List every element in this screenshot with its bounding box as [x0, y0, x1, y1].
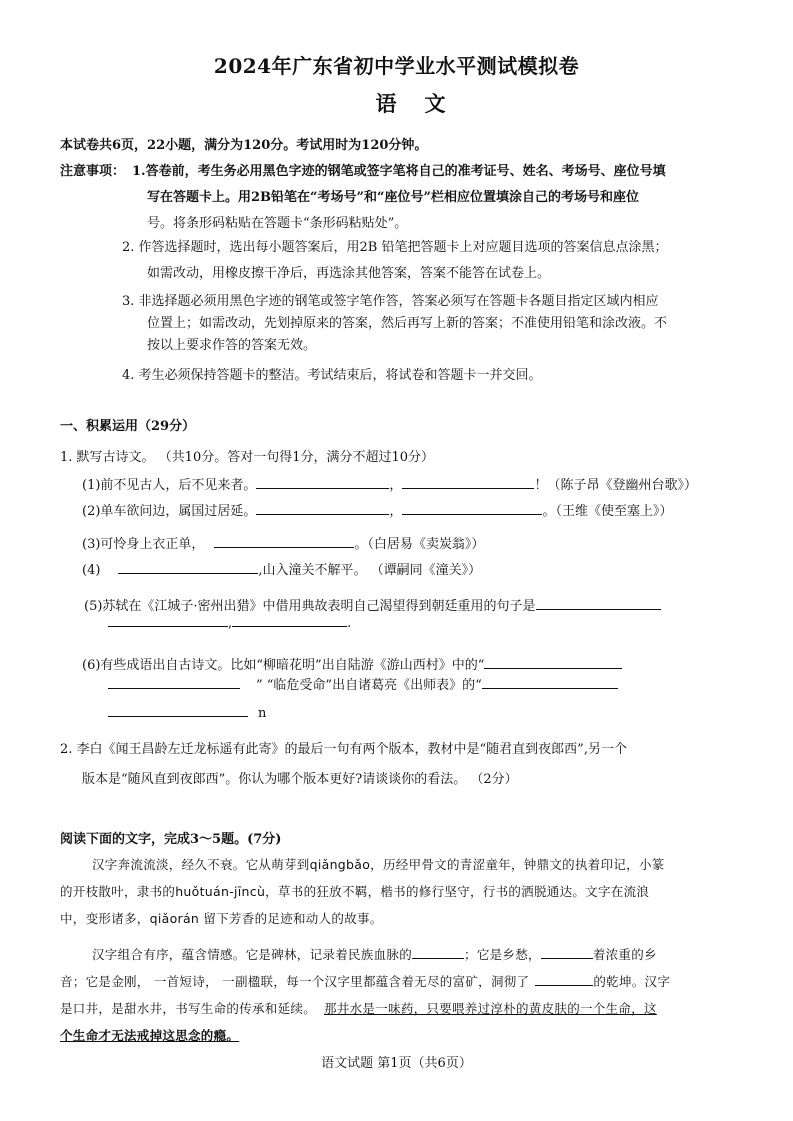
q1-item-2-text: (2)单车欲问边，属国过居延。 [82, 504, 257, 519]
subject-title: 语文 [375, 91, 474, 116]
answer-blank[interactable] [118, 561, 258, 574]
passage-p2-line-3 [60, 995, 657, 1022]
q1-item-2 [82, 500, 672, 519]
q1-item-2-comma: ， [389, 504, 403, 519]
note-4: 4. 考生必须保持答题卡的整洁。考试结束后，将试卷和答题卡一并交回。 [122, 368, 542, 383]
notes-label: 注意事项： [60, 164, 126, 179]
q1-item-5-end: . [347, 616, 352, 631]
answer-blank[interactable] [541, 946, 593, 959]
answer-blank[interactable] [214, 535, 354, 548]
answer-blank[interactable] [412, 946, 464, 959]
q1-item-5 [84, 595, 661, 614]
underlined-sentence-end: 个生命才无法戒掉这思念的瘾。 [60, 1028, 240, 1043]
answer-blank[interactable] [402, 502, 542, 515]
answer-blank[interactable] [535, 973, 593, 986]
answer-blank[interactable] [232, 614, 347, 627]
passage-text: 的乾坤。汉字 [593, 974, 671, 989]
underlined-sentence: 那井水是一味药，只要喂养过淳朴的黄皮肤的一个生命，这 [324, 1001, 657, 1016]
note-3-line-1: 3. 非选择题必须用黑色字迹的钢笔或签字笔作答，答案必须写在答题卡各题目指定区域内相应 [122, 294, 659, 309]
passage-text: 是口井，是甜水井，书写生命的传承和延续。 [60, 1001, 317, 1016]
q1-item-3-text: (3)可怜身上衣正单， [82, 537, 205, 552]
q1-item-5-comma: , [228, 616, 233, 631]
q1-item-3 [82, 533, 484, 552]
reading-heading: 阅读下面的文字，完成3～5题。(7分) [60, 832, 282, 847]
answer-blank[interactable] [482, 676, 618, 689]
page-footer: 语文试题 第1页（共6页） [321, 1056, 472, 1071]
passage-text: 音；它是金刚， 一首短诗， 一副楹联，每一个汉字里都蕴含着无尽的富矿，洞彻了 [60, 974, 530, 989]
note-2-line-2: 如需改动，用橡皮擦干净后，再选涂其他答案，答案不能答在试卷上。 [147, 266, 551, 281]
q1-item-4 [82, 559, 481, 578]
q1-item-6-text-2: ” “临危受命”出自诸葛亮《出师表》的“ [256, 678, 482, 693]
q1-item-1-comma: ， [389, 478, 403, 493]
section-1-heading: 一、积累运用（29分） [60, 419, 196, 434]
q1-item-1-source: ！（陈子昂《登幽州台歌》） [534, 478, 697, 493]
note-1-line-2: 写在答题卡上。用2B铅笔在“考场号”和“座位号”栏相应位置填涂自己的考场号和座位 [147, 190, 639, 205]
note-3-line-3: 按以上要求作答的答案无效。 [147, 338, 317, 353]
passage-p1-line-2: 的开枝散叶，隶书的huǒtuán-jīncù，草书的狂放不羁，楷书的修行坚守，行书的洒脱通达。文字在流浪 [60, 884, 650, 899]
passage-text: ；它是乡愁， [464, 947, 541, 962]
answer-blank[interactable] [536, 597, 661, 610]
q1-item-6 [82, 654, 622, 673]
answer-blank[interactable] [108, 614, 228, 627]
q1-item-4-num: (4) [82, 563, 101, 578]
exam-intro: 本试卷共6页，22小题，满分为120分。考试用时为120分钟。 [60, 138, 428, 153]
q1-item-1-text: (1)前不见古人，后不见来者。 [82, 478, 257, 493]
answer-blank[interactable] [256, 502, 389, 515]
answer-blank[interactable] [484, 656, 622, 669]
q1-item-3-source: 。（白居易《卖炭翁》） [354, 537, 485, 552]
note-2-line-1: 2. 作答选择题时，选出每小题答案后，用2B 铅笔把答题卡上对应题目选项的答案信息点涂黑； [122, 240, 668, 255]
q1-item-2-source: 。（王维《使至塞上》） [542, 504, 673, 519]
note-1-line-1: 1.答卷前，考生务必用黑色字迹的钢笔或签字笔将自己的准考证号、姓名、考场号、座位号填 [132, 164, 666, 179]
passage-p1-line-1: 汉字奔流流淡，经久不衰。它从萌芽到qiǎngbǎo，历经甲骨文的青涩童年，钟鼎文的执着印记，小篆 [92, 857, 665, 872]
passage-p2-line-1 [92, 941, 657, 968]
q1-item-5-text: (5)苏轼在《江城子·密州出猎》中借用典故表明自己渴望得到朝廷重用的句子是 [84, 599, 536, 614]
q1-item-6-text: (6)有些成语出自古诗文。比如“柳暗花明”出自陆游《游山西村》中的“ [82, 658, 485, 673]
note-1-line-3: 号。将条形码粘贴在答题卡“条形码粘贴处”。 [147, 216, 408, 231]
answer-blank[interactable] [402, 476, 534, 489]
note-3-line-2: 位置上；如需改动，先划掉原来的答案，然后再写上新的答案；不准使用铅笔和涂改液。不 [147, 316, 668, 331]
question-1-stem: 1. 默写古诗文。 （共10分。答对一句得1分，满分不超过10分） [60, 450, 435, 465]
question-2-line-1: 2. 李白《闻王昌龄左迁龙标遥有此寄》的最后一句有两个版本，教材中是“随君直到夜郎西”,另一个 [60, 742, 627, 757]
q1-item-5-cont [108, 614, 351, 631]
q1-item-6-cont [108, 674, 618, 693]
exam-title: 2024年广东省初中学业水平测试模拟卷 [213, 54, 580, 78]
passage-text: 着浓重的乡 [592, 947, 657, 962]
answer-blank[interactable] [108, 676, 240, 689]
passage-p2-line-2 [60, 968, 670, 995]
q1-item-4-text: ,山入潼关不解平。 （谭嗣同《潼关》） [258, 563, 482, 578]
answer-blank[interactable] [108, 704, 248, 717]
answer-blank[interactable] [256, 476, 389, 489]
q1-item-1 [82, 474, 697, 493]
q1-item-6-end [108, 704, 266, 721]
q1-item-6-end-mark: n [258, 706, 267, 721]
passage-text: 汉字组合有序，蕴含情感。它是碑林，记录着民族血脉的 [92, 947, 413, 962]
passage-p1-line-3: 中，变形诸多，qiǎorán 留下芳香的足迹和动人的故事。 [60, 911, 383, 926]
question-2-line-2: 版本是“随风直到夜郎西”。你认为哪个版本更好?请谈谈你的看法。 （2分） [82, 772, 518, 787]
